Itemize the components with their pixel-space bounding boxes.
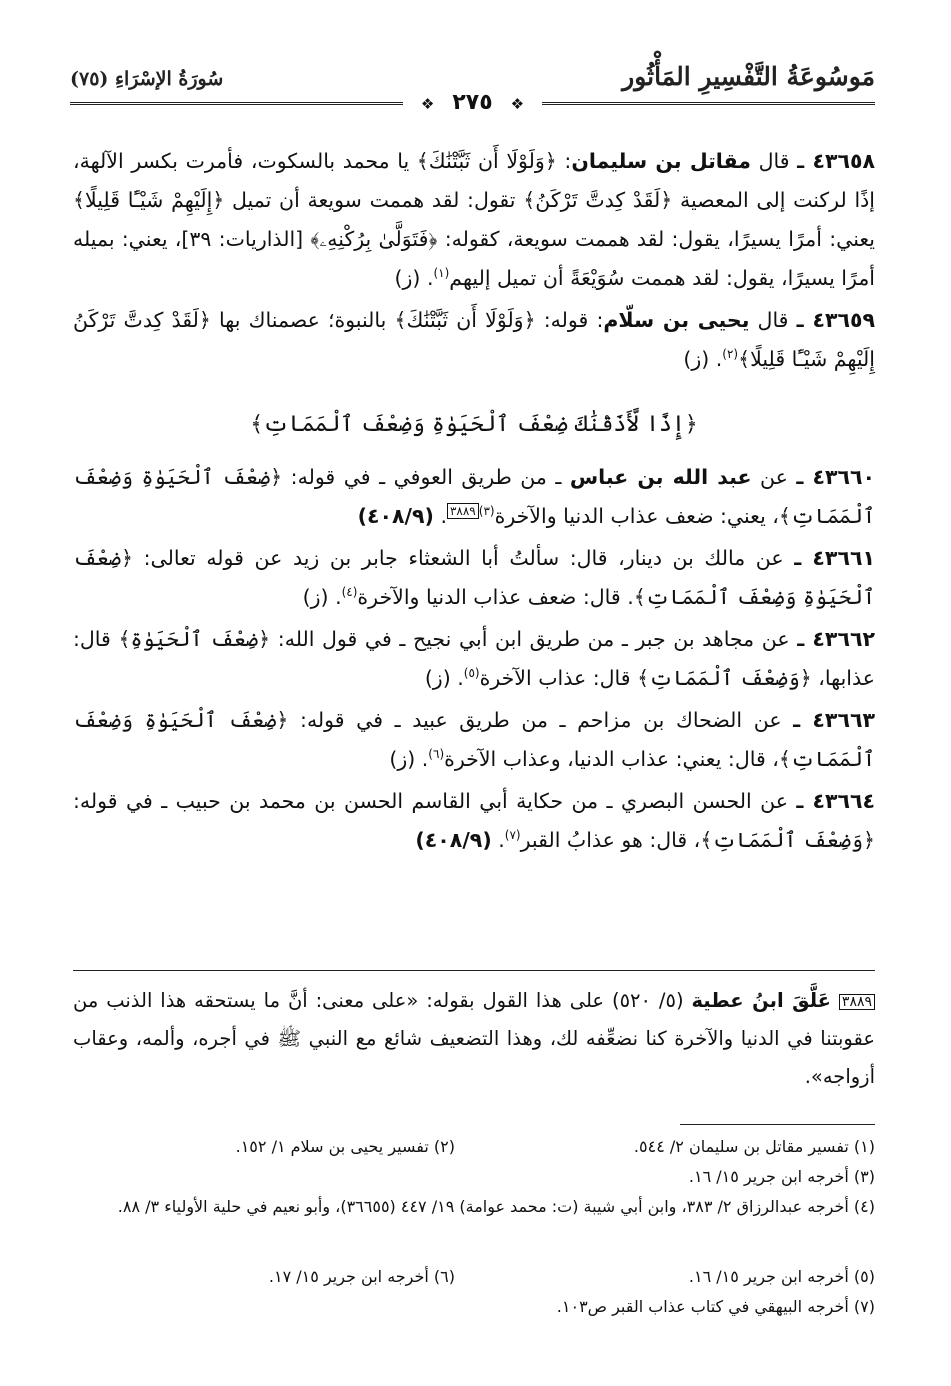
entry-text: بالنبوة؛ عصمناك بها	[210, 308, 395, 332]
footnote-2: (٢) تفسير يحيى بن سلام ١/ ١٥٢.	[235, 1137, 455, 1156]
page-number: ٢٧٥	[438, 90, 506, 115]
entry-text: عن مالك بن دينار، قال: سألتُ أبا الشعثاء جابر بن زيد عن قوله تعالى:	[133, 546, 795, 570]
entry-43660	[73, 458, 875, 536]
page-number-row	[70, 90, 875, 115]
quran-quote: ﴿وَلَوْلَا أَن ثَبَّتْنَٰكَ﴾	[394, 308, 536, 332]
entry-text: . قال: ضعف عذاب الدنيا والآخرة	[357, 585, 634, 609]
entry-text: . (ز)	[302, 585, 342, 609]
entry-number: ٤٣٦٦٢ ـ	[797, 627, 875, 651]
footnote-ref[interactable]: (٦)	[428, 747, 445, 762]
entry-text: ، قال: هو عذابُ القبر	[520, 828, 701, 852]
entry-text: :	[556, 149, 572, 173]
entry-text: عن الحسن البصري ـ من حكاية أبي القاسم الحسن بن محمد بن حبيب ـ في قوله:	[73, 789, 797, 813]
narrator-name: مقاتل بن سليمان	[571, 149, 751, 173]
footnote-4: (٤) أخرجه عبدالرزاق ٢/ ٣٨٣، وابن أبي شيبة (ت: محمد عوامة) ١٩/ ٤٤٧ (٣٦٦٥٥)، وأبو نعيم في حلية الأولياء ٣/ ٨٨.	[117, 1197, 875, 1216]
entry-text: : قوله:	[535, 308, 604, 332]
page-header	[70, 58, 875, 118]
entry-43663	[73, 701, 875, 779]
entry-text: قال	[750, 149, 798, 173]
entry-number: ٤٣٦٦١ ـ	[794, 546, 875, 570]
entry-text: يعني: أمرًا يسيرًا، يقول: لقد هممت سويعة، كقوله:	[437, 227, 875, 251]
entry-text: يا محمد بالسكوت، فأمرت بكسر الآلهة، إذًا لركنت إلى المعصية	[73, 149, 875, 212]
entry-text: . (ز)	[424, 666, 464, 690]
entry-43658	[73, 142, 875, 298]
entry-text: عن مجاهد بن جبر ـ من طريق ابن أبي نجيح ـ في قول الله:	[270, 627, 798, 651]
entry-text: عن	[751, 465, 797, 489]
footnote-ref[interactable]: (٧)	[504, 828, 521, 843]
quran-quote: ﴿ضِعْفَ ٱلْحَيَوٰةِ وَضِعْفَ ٱلْمَمَاتِ﴾	[73, 465, 875, 528]
entry-text: قال: عذاب الآخرة	[479, 666, 638, 690]
entry-43661	[73, 539, 875, 617]
entry-text: . (ز)	[389, 747, 429, 771]
footnote-ref[interactable]: (٤)	[341, 585, 358, 600]
entry-number: ٤٣٦٦٠ ـ	[796, 465, 875, 489]
footnote-1: (١) تفسير مقاتل بن سليمان ٢/ ٥٤٤.	[633, 1137, 875, 1156]
ornament-icon: ❖	[507, 95, 528, 113]
entry-text: .	[491, 828, 505, 852]
commentary-note	[73, 982, 875, 1096]
entry-43659	[73, 301, 875, 379]
volume-ref: (٤٠٨/٩)	[357, 504, 434, 528]
quran-quote: ﴿وَضِعْفَ ٱلْمَمَاتِ﴾	[637, 666, 812, 690]
quran-quote: ﴿فَتَوَلَّىٰ بِرُكْنِهِۦ﴾	[310, 227, 438, 251]
footnote-7: (٧) أخرجه البيهقي في كتاب عذاب القبر ص١٠٣.	[556, 1297, 875, 1316]
quran-quote: ﴿إِلَيْهِمْ شَيْـًٔا قَلِيلًا﴾	[73, 188, 225, 212]
entry-43664	[73, 782, 875, 860]
footnote-ref[interactable]: (٥)	[463, 666, 480, 681]
entry-number: ٤٣٦٥٨ ـ	[797, 149, 875, 173]
entry-number: ٤٣٦٥٩ ـ	[796, 308, 875, 332]
entry-number: ٤٣٦٦٤ ـ	[796, 789, 875, 813]
narrator-name: عبد الله بن عباس	[569, 465, 752, 489]
commentary-number-box: ٣٨٨٩	[839, 994, 875, 1010]
entry-text: ، يعني: ضعف عذاب الدنيا والآخرة	[494, 504, 779, 528]
quran-quote: ﴿ضِعْفَ ٱلْحَيَوٰةِ﴾	[118, 627, 271, 651]
entry-text: . (ز)	[683, 347, 723, 371]
main-text	[73, 142, 875, 863]
entry-text: [الذاريات: ٣٩]، يعني: بميله أمرًا يسيرًا، يقول: لقد هممت سُوَيْعَةً أن تميل إليهم	[73, 227, 875, 290]
entry-text: عن الضحاك بن مزاحم ـ من طريق عبيد ـ في قوله:	[288, 708, 794, 732]
footnote-ref[interactable]: (١)	[433, 266, 450, 281]
surah-title: سُورَةُ الإسْرَاءِ (٧٥)	[70, 68, 224, 90]
entry-text: قال	[749, 308, 797, 332]
entry-number: ٤٣٦٦٣ ـ	[793, 708, 875, 732]
commentary-author: عَلَّقَ ابنُ عطية	[691, 989, 831, 1012]
entry-text: قال: عذابها،	[73, 627, 875, 690]
commentary-divider	[73, 970, 875, 971]
entry-text: تقول: لقد هممت سويعة أن تميل	[224, 188, 524, 212]
footnote-ref[interactable]: (٢)	[722, 347, 739, 362]
commentary-text: (٥/ ٥٢٠) على هذا القول بقوله: «على معنى: أنَّ ما يستحقه هذا الذنب من عقوبتنا في الدنيا والآخرة كنا نضعِّفه لك، وهذا التضعيف شائع مع النبي ﷺ في أجره، وألمه، وعقاب أزواجه».	[73, 989, 875, 1088]
entry-text: . (ز)	[394, 266, 434, 290]
footnotes-divider	[680, 1124, 875, 1125]
quran-quote: ﴿وَلَوْلَا أَن ثَبَّتْنَٰكَ﴾	[416, 149, 557, 173]
entry-text: ، قال: يعني: عذاب الدنيا، وعذاب الآخرة	[444, 747, 779, 771]
footnote-6: (٦) أخرجه ابن جرير ١٥/ ١٧.	[268, 1267, 455, 1286]
entry-43662	[73, 620, 875, 698]
footnote-5: (٥) أخرجه ابن جرير ١٥/ ١٦.	[688, 1267, 875, 1286]
footnote-3: (٣) أخرجه ابن جرير ١٥/ ١٦.	[688, 1167, 875, 1186]
book-title: مَوسُوعَةُ التَّفْسِيرِ المَأْثُور	[622, 62, 875, 91]
quran-quote: ﴿وَضِعْفَ ٱلْمَمَاتِ﴾	[700, 828, 875, 852]
verse-heading: ﴿إِذًا لَّأَذَقْنَٰكَ ضِعْفَ ٱلْحَيَوٰةِ وَضِعْفَ ٱلْمَمَاتِ﴾	[250, 412, 698, 437]
entry-text: .	[433, 504, 447, 528]
quran-quote: ﴿لَقَدْ كِدتَّ تَرْكَنُ إِلَيْهِمْ شَيْـًٔا قَلِيلًا﴾	[73, 308, 875, 371]
quran-quote: ﴿لَقَدْ كِدتَّ تَرْكَنُ﴾	[523, 188, 673, 212]
narrator-name: يحيى بن سلّام	[603, 308, 750, 332]
entry-text: ـ من طريق العوفي ـ في قوله:	[282, 465, 570, 489]
quran-quote: ﴿ضِعْفَ ٱلْحَيَوٰةِ وَضِعْفَ ٱلْمَمَاتِ﴾	[73, 546, 875, 609]
ornament-icon: ❖	[417, 95, 438, 113]
footnote-ref[interactable]: (٣)	[478, 504, 495, 519]
commentary-ref-box[interactable]: ٣٨٨٩	[447, 503, 479, 519]
volume-ref: (٤٠٨/٩)	[415, 828, 492, 852]
quran-quote: ﴿ضِعْفَ ٱلْحَيَوٰةِ وَضِعْفَ ٱلْمَمَاتِ﴾	[73, 708, 875, 771]
